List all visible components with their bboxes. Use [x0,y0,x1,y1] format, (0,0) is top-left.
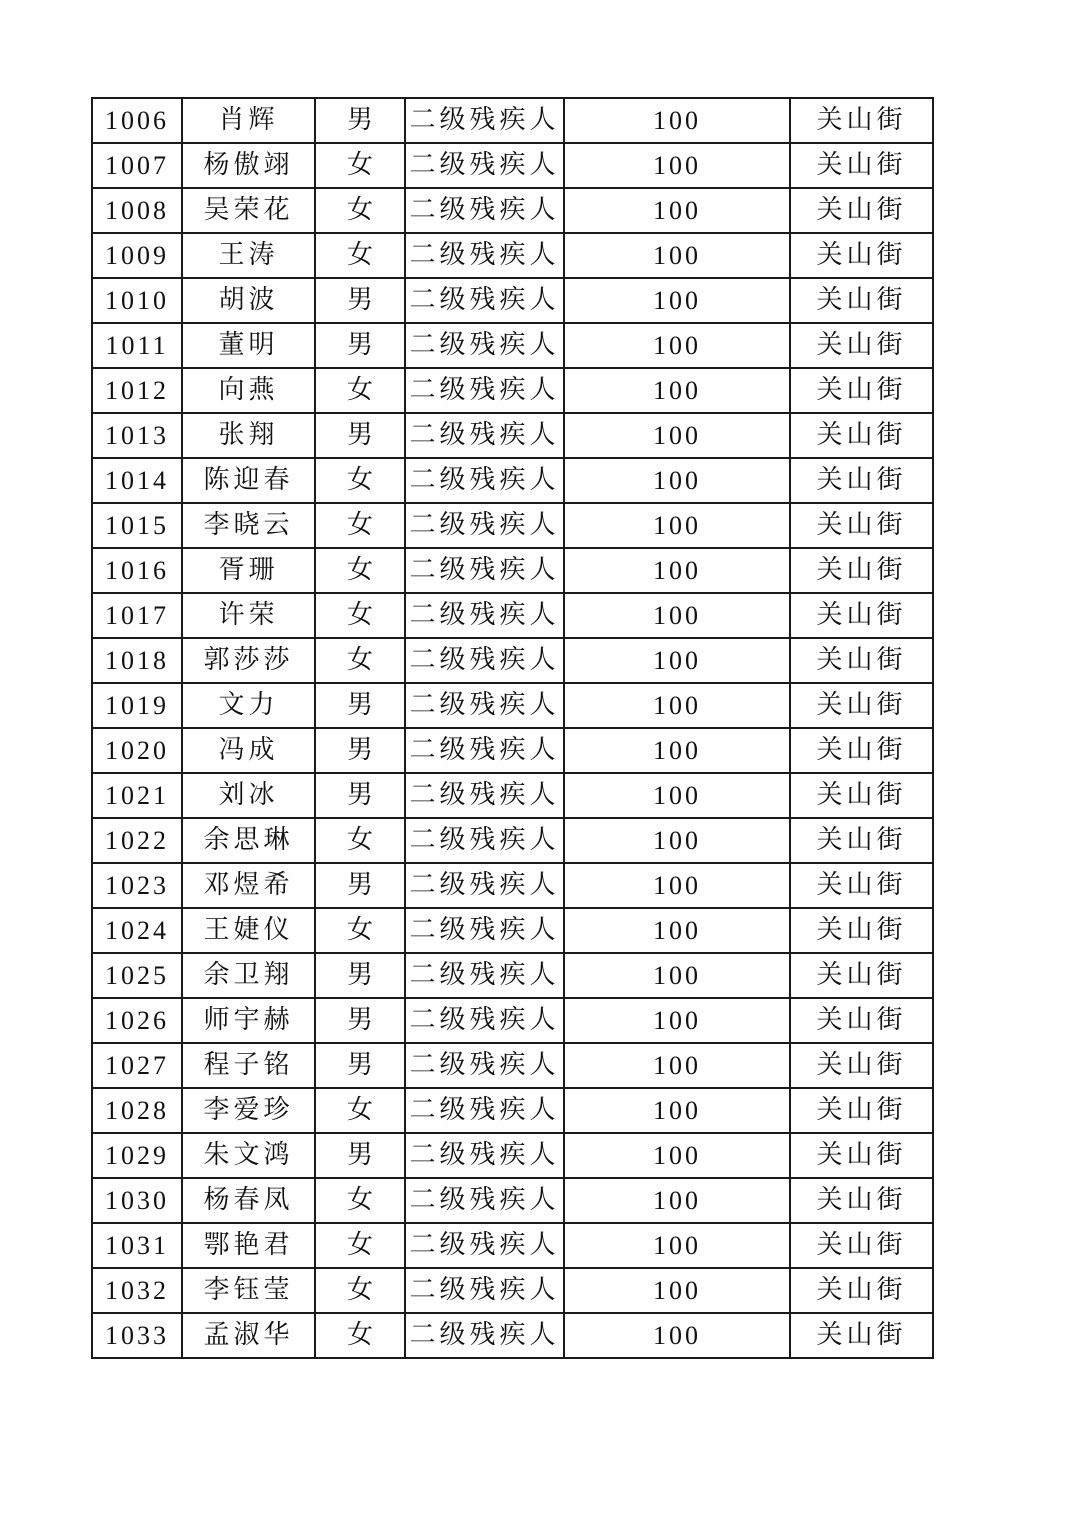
table-row [92,728,933,773]
name-cell: 师宇赫 [182,998,315,1043]
disability-category-cell: 二级残疾人 [405,98,564,143]
street-cell: 关山街 [790,548,933,593]
disability-category-cell: 二级残疾人 [405,1178,564,1223]
disability-category-cell: 二级残疾人 [405,143,564,188]
street-cell: 关山街 [790,278,933,323]
table-row [92,953,933,998]
disability-category-cell: 二级残疾人 [405,998,564,1043]
amount-cell: 100 [564,548,790,593]
gender-cell: 女 [315,1088,405,1133]
amount-cell: 100 [564,1088,790,1133]
record-number-cell: 1031 [92,1223,182,1268]
disability-category-cell: 二级残疾人 [405,368,564,413]
record-number-cell: 1022 [92,818,182,863]
name-cell: 刘冰 [182,773,315,818]
name-cell: 程子铭 [182,1043,315,1088]
disability-category-cell: 二级残疾人 [405,548,564,593]
record-number-cell: 1033 [92,1313,182,1358]
table-row [92,683,933,728]
name-cell: 肖辉 [182,98,315,143]
table-row [92,1133,933,1178]
disability-category-cell: 二级残疾人 [405,1088,564,1133]
street-cell: 关山街 [790,953,933,998]
street-cell: 关山街 [790,1178,933,1223]
street-cell: 关山街 [790,413,933,458]
amount-cell: 100 [564,503,790,548]
amount-cell: 100 [564,323,790,368]
amount-cell: 100 [564,413,790,458]
table-row [92,323,933,368]
gender-cell: 女 [315,638,405,683]
record-number-cell: 1020 [92,728,182,773]
street-cell: 关山街 [790,908,933,953]
amount-cell: 100 [564,593,790,638]
amount-cell: 100 [564,638,790,683]
record-number-cell: 1025 [92,953,182,998]
street-cell: 关山街 [790,593,933,638]
disability-category-cell: 二级残疾人 [405,458,564,503]
name-cell: 许荣 [182,593,315,638]
table-row [92,143,933,188]
amount-cell: 100 [564,98,790,143]
amount-cell: 100 [564,233,790,278]
disability-category-cell: 二级残疾人 [405,1043,564,1088]
name-cell: 胥珊 [182,548,315,593]
gender-cell: 女 [315,143,405,188]
record-number-cell: 1021 [92,773,182,818]
name-cell: 李爱珍 [182,1088,315,1133]
gender-cell: 男 [315,683,405,728]
gender-cell: 女 [315,818,405,863]
name-cell: 吴荣花 [182,188,315,233]
gender-cell: 女 [315,1178,405,1223]
disability-category-cell: 二级残疾人 [405,683,564,728]
table-row [92,1268,933,1313]
amount-cell: 100 [564,1268,790,1313]
table-row [92,503,933,548]
name-cell: 陈迎春 [182,458,315,503]
amount-cell: 100 [564,683,790,728]
disability-category-cell: 二级残疾人 [405,593,564,638]
record-number-cell: 1024 [92,908,182,953]
name-cell: 向燕 [182,368,315,413]
gender-cell: 男 [315,953,405,998]
amount-cell: 100 [564,1043,790,1088]
record-number-cell: 1013 [92,413,182,458]
table-row [92,818,933,863]
gender-cell: 男 [315,863,405,908]
gender-cell: 女 [315,503,405,548]
street-cell: 关山街 [790,188,933,233]
record-number-cell: 1023 [92,863,182,908]
record-number-cell: 1018 [92,638,182,683]
table-row [92,908,933,953]
disability-category-cell: 二级残疾人 [405,1133,564,1178]
amount-cell: 100 [564,278,790,323]
gender-cell: 男 [315,413,405,458]
gender-cell: 女 [315,593,405,638]
record-number-cell: 1008 [92,188,182,233]
street-cell: 关山街 [790,683,933,728]
disability-category-cell: 二级残疾人 [405,818,564,863]
amount-cell: 100 [564,368,790,413]
table-row [92,188,933,233]
name-cell: 李钰莹 [182,1268,315,1313]
table-row [92,1088,933,1133]
record-number-cell: 1017 [92,593,182,638]
table-row [92,98,933,143]
street-cell: 关山街 [790,998,933,1043]
disability-category-cell: 二级残疾人 [405,908,564,953]
record-number-cell: 1026 [92,998,182,1043]
table-row [92,368,933,413]
gender-cell: 男 [315,1043,405,1088]
amount-cell: 100 [564,773,790,818]
table-row [92,1178,933,1223]
table-row [92,593,933,638]
name-cell: 王婕仪 [182,908,315,953]
name-cell: 董明 [182,323,315,368]
name-cell: 冯成 [182,728,315,773]
disability-category-cell: 二级残疾人 [405,1268,564,1313]
disability-category-cell: 二级残疾人 [405,413,564,458]
table-row [92,278,933,323]
gender-cell: 女 [315,368,405,413]
gender-cell: 女 [315,1223,405,1268]
gender-cell: 男 [315,278,405,323]
amount-cell: 100 [564,863,790,908]
name-cell: 鄂艳君 [182,1223,315,1268]
name-cell: 朱文鸿 [182,1133,315,1178]
name-cell: 郭莎莎 [182,638,315,683]
amount-cell: 100 [564,143,790,188]
street-cell: 关山街 [790,1133,933,1178]
street-cell: 关山街 [790,1223,933,1268]
subsidy-roster-table [91,97,934,1359]
amount-cell: 100 [564,1313,790,1358]
table-row [92,413,933,458]
amount-cell: 100 [564,1223,790,1268]
gender-cell: 女 [315,188,405,233]
street-cell: 关山街 [790,1313,933,1358]
street-cell: 关山街 [790,1268,933,1313]
name-cell: 王涛 [182,233,315,278]
disability-category-cell: 二级残疾人 [405,323,564,368]
table-row [92,998,933,1043]
disability-category-cell: 二级残疾人 [405,503,564,548]
street-cell: 关山街 [790,1043,933,1088]
record-number-cell: 1019 [92,683,182,728]
gender-cell: 女 [315,1268,405,1313]
gender-cell: 男 [315,998,405,1043]
gender-cell: 女 [315,908,405,953]
gender-cell: 男 [315,728,405,773]
name-cell: 余卫翔 [182,953,315,998]
gender-cell: 男 [315,323,405,368]
gender-cell: 男 [315,1133,405,1178]
table-row [92,548,933,593]
amount-cell: 100 [564,1133,790,1178]
table-row [92,458,933,503]
record-number-cell: 1012 [92,368,182,413]
street-cell: 关山街 [790,368,933,413]
record-number-cell: 1030 [92,1178,182,1223]
street-cell: 关山街 [790,503,933,548]
gender-cell: 女 [315,233,405,278]
table-row [92,1313,933,1358]
disability-category-cell: 二级残疾人 [405,188,564,233]
street-cell: 关山街 [790,143,933,188]
amount-cell: 100 [564,728,790,773]
record-number-cell: 1029 [92,1133,182,1178]
amount-cell: 100 [564,458,790,503]
name-cell: 李晓云 [182,503,315,548]
disability-category-cell: 二级残疾人 [405,638,564,683]
street-cell: 关山街 [790,638,933,683]
street-cell: 关山街 [790,458,933,503]
street-cell: 关山街 [790,773,933,818]
record-number-cell: 1015 [92,503,182,548]
disability-category-cell: 二级残疾人 [405,278,564,323]
disability-category-cell: 二级残疾人 [405,1223,564,1268]
table-row [92,1223,933,1268]
record-number-cell: 1014 [92,458,182,503]
disability-category-cell: 二级残疾人 [405,863,564,908]
record-number-cell: 1011 [92,323,182,368]
amount-cell: 100 [564,188,790,233]
record-number-cell: 1007 [92,143,182,188]
record-number-cell: 1016 [92,548,182,593]
name-cell: 文力 [182,683,315,728]
gender-cell: 男 [315,773,405,818]
table-row [92,638,933,683]
record-number-cell: 1010 [92,278,182,323]
record-number-cell: 1009 [92,233,182,278]
gender-cell: 女 [315,458,405,503]
name-cell: 杨傲翊 [182,143,315,188]
name-cell: 邓煜希 [182,863,315,908]
street-cell: 关山街 [790,323,933,368]
disability-category-cell: 二级残疾人 [405,728,564,773]
record-number-cell: 1028 [92,1088,182,1133]
record-number-cell: 1027 [92,1043,182,1088]
street-cell: 关山街 [790,728,933,773]
name-cell: 余思琳 [182,818,315,863]
gender-cell: 男 [315,98,405,143]
gender-cell: 女 [315,1313,405,1358]
disability-category-cell: 二级残疾人 [405,1313,564,1358]
amount-cell: 100 [564,818,790,863]
table-row [92,773,933,818]
record-number-cell: 1006 [92,98,182,143]
amount-cell: 100 [564,908,790,953]
table-row [92,1043,933,1088]
disability-category-cell: 二级残疾人 [405,233,564,278]
street-cell: 关山街 [790,233,933,278]
street-cell: 关山街 [790,1088,933,1133]
table-row [92,863,933,908]
name-cell: 胡波 [182,278,315,323]
disability-category-cell: 二级残疾人 [405,773,564,818]
gender-cell: 女 [315,548,405,593]
record-number-cell: 1032 [92,1268,182,1313]
name-cell: 张翔 [182,413,315,458]
amount-cell: 100 [564,998,790,1043]
street-cell: 关山街 [790,98,933,143]
disability-category-cell: 二级残疾人 [405,953,564,998]
amount-cell: 100 [564,953,790,998]
roster-body [92,98,933,1358]
name-cell: 杨春凤 [182,1178,315,1223]
street-cell: 关山街 [790,863,933,908]
table-row [92,233,933,278]
amount-cell: 100 [564,1178,790,1223]
name-cell: 孟淑华 [182,1313,315,1358]
street-cell: 关山街 [790,818,933,863]
